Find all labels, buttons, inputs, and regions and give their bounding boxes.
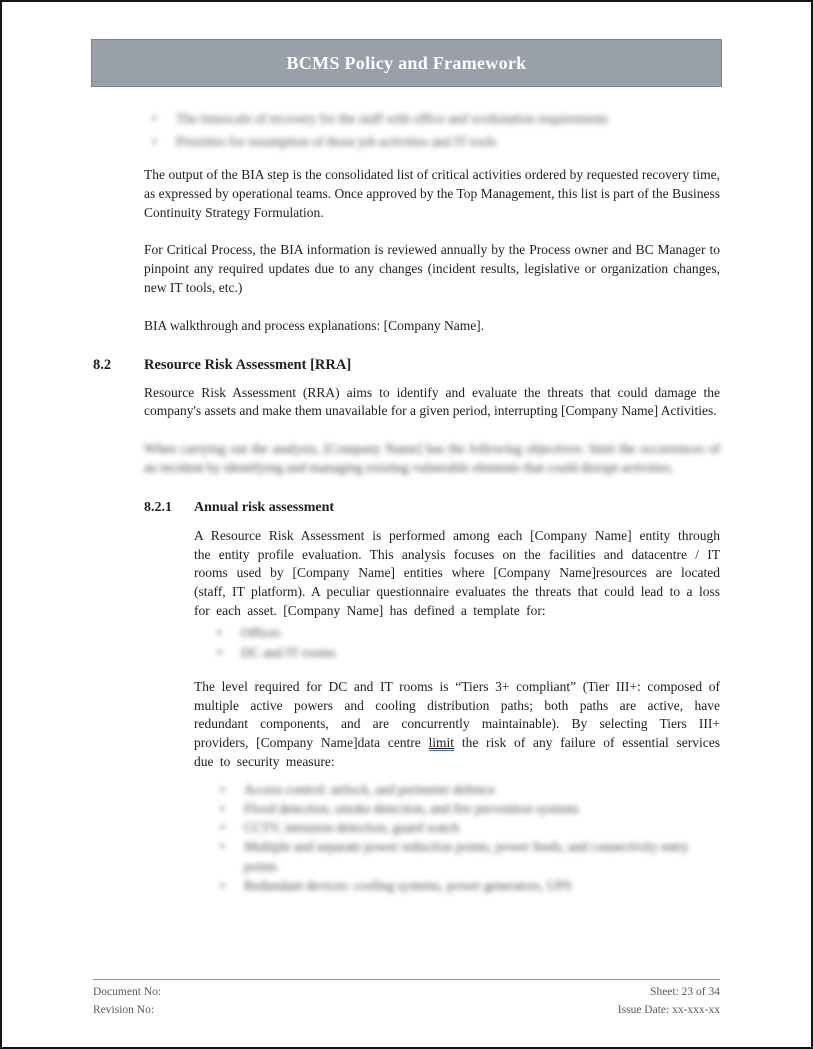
paragraph-bia-walkthrough: BIA walkthrough and process explanations: [Company Name]. bbox=[144, 317, 485, 333]
bullet-icon: • bbox=[217, 644, 222, 660]
list-item-text: Multiple and separate power reduction points, power feeds, and connectivity entry points bbox=[244, 839, 689, 874]
list-item-text: Access control: airlock, and perimeter defence bbox=[244, 781, 496, 797]
list-item-text: Offices bbox=[241, 624, 281, 640]
section-heading-8-2 bbox=[93, 355, 720, 375]
list-item-text: DC and IT rooms bbox=[241, 644, 336, 660]
list-item bbox=[220, 799, 720, 818]
bullet-icon: • bbox=[220, 839, 225, 855]
list-item bbox=[217, 643, 720, 663]
paragraph-text: the risk of any failure of essential services due to security measure: bbox=[194, 735, 720, 769]
page-title: BCMS Policy and Framework bbox=[286, 52, 527, 73]
paragraph-text: The level required for DC and IT rooms is “Tiers 3+ compliant” (Tier III+: composed of multiple active powers and cooling distribution paths; both paths are active, have redundant components, and are concurrently maintainable). By selecting Tiers III+ providers, [Company Name]data centre bbox=[194, 678, 720, 751]
paragraph-bia-output: The output of the BIA step is the consolidated list of critical activities ordered by requested recovery time, as expressed by operational teams. Once approved by the Top Management, this list is part of the Business Continuity Strategy Formulation. bbox=[144, 167, 720, 220]
bullet-icon: • bbox=[220, 800, 225, 816]
list-item bbox=[152, 107, 720, 130]
footer-right bbox=[618, 984, 720, 1019]
title-banner bbox=[91, 39, 722, 87]
paragraph-tier-requirements bbox=[194, 678, 720, 772]
redacted-security-bullet-list bbox=[220, 780, 720, 895]
document-no-label: Document No: bbox=[93, 986, 162, 998]
section-number: 8.2 bbox=[93, 356, 112, 373]
revision-no-label: Revision No: bbox=[93, 1003, 155, 1016]
page-content bbox=[93, 107, 720, 895]
list-item-text: CCTV, intrusion detection, guard watch bbox=[244, 820, 459, 836]
issue-date: Issue Date: xx-xxx-xx bbox=[617, 1003, 720, 1016]
list-item-text: Redundant devices: cooling systems, power generators, UPS bbox=[244, 877, 572, 893]
list-item-text: Flood detection, smoke detection, and fire prevention systems bbox=[244, 800, 579, 816]
bullet-icon: • bbox=[217, 624, 222, 640]
section-heading-8-2-1 bbox=[144, 498, 720, 518]
section-number: 8.2.1 bbox=[144, 499, 172, 515]
list-item bbox=[220, 780, 720, 799]
bullet-icon: • bbox=[152, 134, 157, 149]
paragraph-rra-intro: Resource Risk Assessment (RRA) aims to identify and evaluate the threats that could damage the company's assets and make them unavailable for a given period, interrupting [Company Name] Activities. bbox=[144, 384, 720, 419]
section-title: Resource Risk Assessment [RRA] bbox=[144, 356, 352, 373]
redacted-paragraph-objectives: When carrying out the analysis, [Company Name] has the following objectives: limit the occurrences of an incident by identifying and managing existing vulnerable elements that could disrupt activities. bbox=[144, 441, 720, 475]
bullet-icon: • bbox=[220, 781, 225, 797]
section-title: Annual risk assessment bbox=[194, 499, 335, 515]
footer-left bbox=[93, 984, 161, 1019]
grammar-flagged-word: limit bbox=[428, 735, 455, 751]
list-item bbox=[220, 837, 720, 875]
bullet-icon: • bbox=[220, 877, 225, 893]
redacted-template-bullet-list bbox=[217, 623, 720, 663]
paragraph-annual-assessment: A Resource Risk Assessment is performed among each [Company Name] entity through the entity profile evaluation. This analysis focuses on the facilities and datacentre / IT rooms used by [Company Name] entities where [Company Name]resources are located (staff, IT platform). A peculiar questionnaire evaluates the threats that could lead to a loss for each asset. [Company Name] has defined a template for: bbox=[194, 527, 720, 618]
list-item-text: The timescale of recovery for the staff with office and workstation requirements bbox=[176, 111, 609, 126]
list-item bbox=[220, 818, 720, 837]
list-item-text: Priorities for resumption of those job activities and IT tools bbox=[176, 134, 497, 149]
bullet-icon: • bbox=[220, 820, 225, 836]
bullet-icon: • bbox=[152, 111, 157, 126]
redacted-intro-bullet-list bbox=[152, 107, 720, 153]
list-item bbox=[152, 130, 720, 153]
list-item bbox=[217, 623, 720, 643]
sheet-number: Sheet: 23 of 34 bbox=[650, 986, 720, 998]
paragraph-critical-process: For Critical Process, the BIA information is reviewed annually by the Process owner and BC Manager to pinpoint any required updates due to any changes (incident results, legislative or organization changes, new IT tools, etc.) bbox=[144, 242, 720, 295]
page-footer bbox=[93, 979, 720, 1019]
list-item bbox=[220, 876, 720, 895]
